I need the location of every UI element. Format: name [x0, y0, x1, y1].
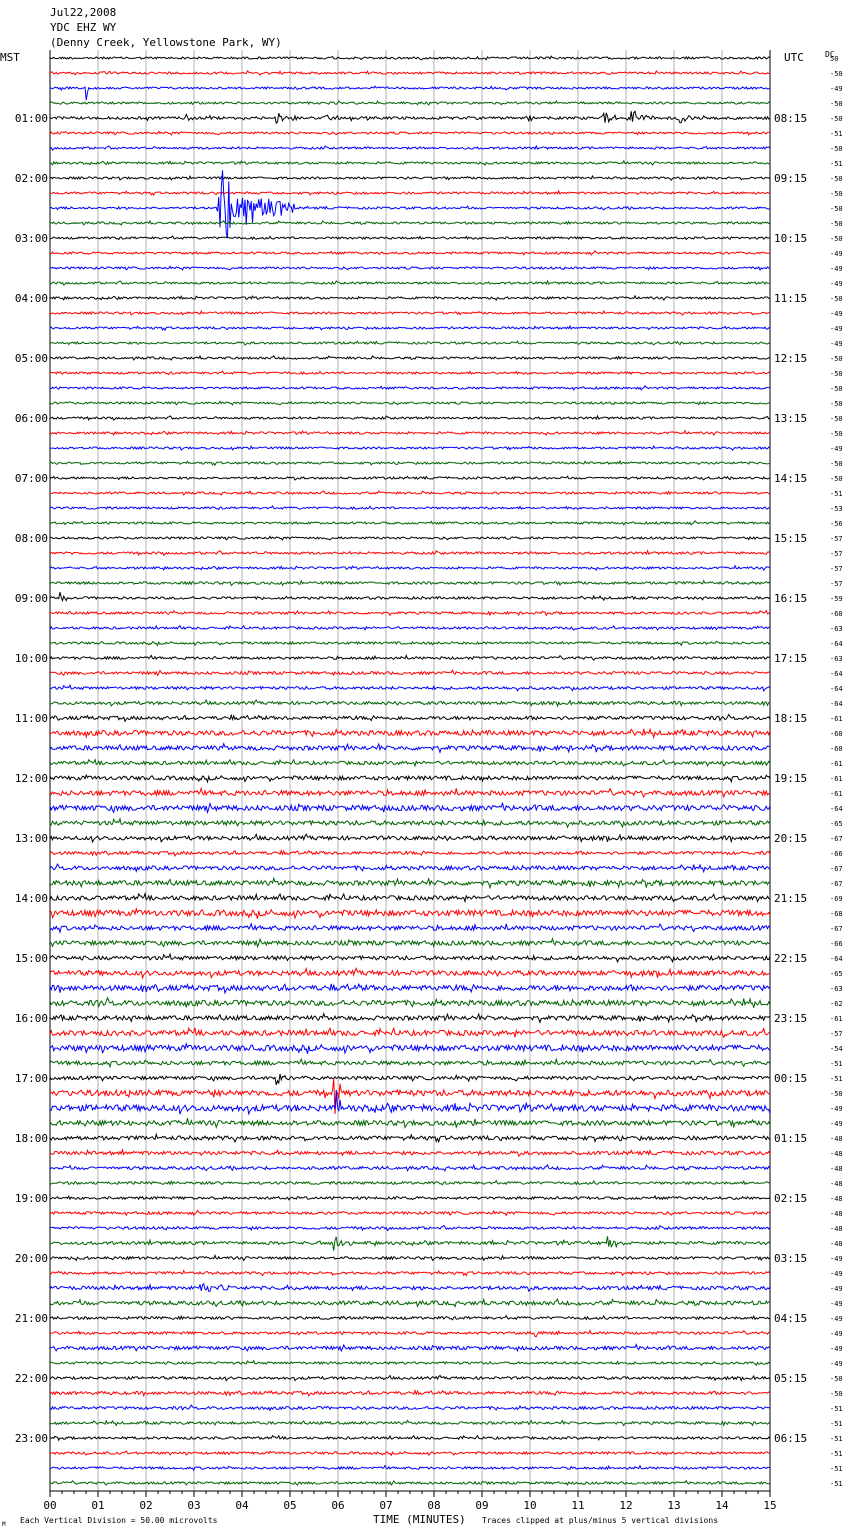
dc-offset-label: -48 — [830, 1210, 843, 1218]
dc-offset-label: -49 — [830, 1300, 843, 1308]
seismic-trace — [50, 1210, 770, 1215]
dc-offset-label: -50 — [830, 145, 843, 153]
dc-offset-label: -50 — [830, 430, 843, 438]
utc-hour-label: 21:15 — [774, 892, 808, 905]
mst-hour-labels — [15, 112, 48, 1445]
dc-offset-label: -61 — [830, 790, 843, 798]
seismic-trace — [50, 71, 770, 75]
utc-hour-label: 00:15 — [774, 1072, 808, 1085]
x-tick-label: 12 — [619, 1499, 633, 1512]
dc-offset-label: -51 — [830, 1405, 843, 1413]
utc-hour-label: 08:15 — [774, 112, 808, 125]
seismic-trace — [50, 536, 770, 540]
seismic-trace — [50, 446, 770, 450]
x-tick-label: 15 — [763, 1499, 777, 1512]
seismic-trace — [50, 431, 770, 435]
dc-offset-label: -64 — [830, 805, 843, 813]
seismic-trace — [50, 1345, 770, 1351]
dc-offset-label: -49 — [830, 1120, 843, 1128]
utc-hour-label: 03:15 — [774, 1252, 808, 1265]
mst-hour-label: 17:00 — [14, 1072, 48, 1085]
seismic-trace — [50, 491, 770, 495]
dc-offset-label: -51 — [830, 1450, 843, 1458]
seismic-trace — [50, 924, 770, 932]
dc-offset-label: -51 — [830, 160, 843, 168]
seismic-trace — [50, 1165, 770, 1171]
mst-hour-label: 16:00 — [14, 1012, 48, 1025]
x-tick-label: 04 — [235, 1499, 249, 1512]
dc-offset-label: -50 — [830, 370, 843, 378]
seismic-trace — [50, 341, 770, 345]
dc-offset-label: -51 — [830, 1075, 843, 1083]
x-tick-label: 10 — [523, 1499, 537, 1512]
dc-offset-label: -57 — [830, 1030, 843, 1038]
seismic-trace — [50, 641, 770, 645]
dc-offset-label: -50 — [830, 1390, 843, 1398]
seismic-trace — [50, 700, 770, 706]
seismic-trace — [50, 1271, 770, 1276]
seismic-trace — [50, 266, 770, 270]
seismic-trace — [50, 1466, 770, 1471]
seismic-trace — [50, 670, 770, 675]
seismic-trace — [50, 685, 770, 691]
dc-offset-label: -53 — [830, 505, 843, 513]
seismic-trace — [50, 416, 770, 420]
seismic-trace — [50, 1330, 770, 1336]
mst-hour-label: 23:00 — [14, 1432, 48, 1445]
dc-offset-label: -50 — [830, 1090, 843, 1098]
seismic-trace — [50, 296, 770, 300]
header-date: Jul22,2008 — [50, 6, 117, 19]
seismic-trace — [50, 626, 770, 630]
clip-note: Traces clipped at plus/minus 5 vertical divisions — [482, 1516, 719, 1525]
x-tick-label: 00 — [43, 1499, 57, 1512]
dc-offset-label: -49 — [830, 1270, 843, 1278]
dc-offset-labels — [830, 55, 843, 1488]
utc-hour-labels — [774, 112, 807, 1445]
mst-hour-label: 22:00 — [14, 1372, 48, 1385]
x-tick-label: 02 — [139, 1499, 153, 1512]
seismic-trace — [50, 939, 770, 947]
x-tick-label: 11 — [571, 1499, 585, 1512]
mst-hour-label: 15:00 — [14, 952, 48, 965]
dc-offset-label: -60 — [830, 730, 843, 738]
dc-offset-label: -57 — [830, 580, 843, 588]
dc-offset-label: -51 — [830, 1060, 843, 1068]
left-axis-title: MST — [0, 51, 20, 64]
dc-offset-label: -61 — [830, 775, 843, 783]
seismic-trace — [50, 760, 770, 766]
dc-offset-label: -65 — [830, 820, 843, 828]
header-station: YDC EHZ WY — [50, 21, 117, 34]
mst-hour-label: 09:00 — [14, 592, 48, 605]
dc-offset-label: -63 — [830, 655, 843, 663]
dc-label: DC — [825, 50, 835, 59]
seismic-trace — [50, 191, 770, 195]
mst-hour-label: 08:00 — [14, 532, 48, 545]
dc-offset-label: -50 — [830, 70, 843, 78]
utc-hour-label: 11:15 — [774, 292, 808, 305]
seismic-trace — [50, 744, 770, 753]
utc-hour-label: 10:15 — [774, 232, 808, 245]
dc-offset-label: -64 — [830, 700, 843, 708]
dc-offset-label: -50 — [830, 190, 843, 198]
mst-hour-label: 06:00 — [14, 412, 48, 425]
seismic-trace — [50, 476, 770, 480]
seismic-trace — [50, 386, 770, 390]
dc-offset-label: -66 — [830, 940, 843, 948]
utc-hour-label: 06:15 — [774, 1432, 808, 1445]
utc-hour-label: 20:15 — [774, 832, 808, 845]
seismic-trace — [50, 461, 770, 465]
dc-offset-label: -50 — [830, 205, 843, 213]
mst-hour-label: 07:00 — [14, 472, 48, 485]
utc-hour-label: 14:15 — [774, 472, 808, 485]
seismic-trace — [50, 998, 770, 1008]
dc-offset-label: -48 — [830, 1165, 843, 1173]
x-axis-title: TIME (MINUTES) — [373, 1513, 466, 1526]
dc-offset-label: -60 — [830, 745, 843, 753]
dc-offset-label: -56 — [830, 520, 843, 528]
seismic-trace — [50, 401, 770, 405]
seismic-trace — [50, 521, 770, 525]
dc-offset-label: -67 — [830, 865, 843, 873]
dc-offset-label: -57 — [830, 550, 843, 558]
dc-offset-label: -61 — [830, 760, 843, 768]
seismic-trace — [50, 1074, 770, 1085]
seismic-trace — [50, 326, 770, 330]
seismic-trace — [50, 176, 770, 180]
seismic-trace — [50, 1316, 770, 1320]
mst-hour-label: 03:00 — [14, 232, 48, 245]
seismic-trace — [50, 1420, 770, 1425]
dc-offset-label: -50 — [830, 460, 843, 468]
dc-offset-label: -62 — [830, 1000, 843, 1008]
dc-offset-label: -51 — [830, 1480, 843, 1488]
dc-offset-label: -50 — [830, 385, 843, 393]
dc-offset-label: -49 — [830, 85, 843, 93]
dc-offset-label: -64 — [830, 685, 843, 693]
mst-hour-label: 01:00 — [14, 112, 48, 125]
seismic-trace — [50, 909, 770, 919]
header-location: (Denny Creek, Yellowstone Park, WY) — [50, 36, 282, 49]
seismic-trace — [50, 1436, 770, 1441]
x-tick-label: 03 — [187, 1499, 201, 1512]
dc-offset-label: -68 — [830, 910, 843, 918]
dc-offset-label: -49 — [830, 1105, 843, 1113]
dc-offset-label: -49 — [830, 1360, 843, 1368]
dc-offset-label: -69 — [830, 895, 843, 903]
dc-offset-label: -48 — [830, 1180, 843, 1188]
dc-offset-label: -48 — [830, 1195, 843, 1203]
dc-offset-label: -64 — [830, 640, 843, 648]
seismic-trace — [50, 1181, 770, 1185]
seismic-trace — [50, 851, 770, 856]
seismic-trace — [50, 954, 770, 962]
dc-offset-label: -50 — [830, 415, 843, 423]
seismic-trace — [50, 819, 770, 828]
mst-hour-label: 14:00 — [14, 892, 48, 905]
seismic-trace — [50, 1405, 770, 1410]
seismic-trace — [50, 1255, 770, 1260]
seismic-trace — [50, 1134, 770, 1142]
x-tick-label: 05 — [283, 1499, 297, 1512]
seismic-trace — [50, 1391, 770, 1396]
mst-hour-label: 20:00 — [14, 1252, 48, 1265]
dc-offset-label: -67 — [830, 880, 843, 888]
seismic-trace — [50, 775, 770, 782]
dc-offset-label: -65 — [830, 970, 843, 978]
right-axis-title: UTC — [784, 51, 804, 64]
seismic-trace — [50, 281, 770, 285]
seismic-trace — [50, 251, 770, 255]
seismic-trace — [50, 1361, 770, 1366]
seismic-trace — [50, 968, 770, 978]
dc-offset-label: -49 — [830, 325, 843, 333]
dc-offset-label: -51 — [830, 1435, 843, 1443]
utc-hour-label: 12:15 — [774, 352, 808, 365]
seismic-trace — [50, 221, 770, 225]
seismic-trace — [50, 834, 770, 842]
utc-hour-label: 05:15 — [774, 1372, 808, 1385]
dc-offset-label: -50 — [830, 400, 843, 408]
utc-hour-label: 09:15 — [774, 172, 808, 185]
dc-offset-label: -50 — [830, 115, 843, 123]
seismic-trace — [50, 111, 770, 123]
x-tick-label: 08 — [427, 1499, 441, 1512]
utc-hour-label: 22:15 — [774, 952, 808, 965]
seismic-trace — [50, 729, 770, 738]
seismic-trace — [50, 161, 770, 165]
dc-offset-label: -61 — [830, 715, 843, 723]
mst-hour-label: 05:00 — [14, 352, 48, 365]
seismic-trace — [50, 1299, 770, 1307]
mst-hour-label: 12:00 — [14, 772, 48, 785]
seismic-trace — [50, 715, 770, 722]
utc-hour-label: 02:15 — [774, 1192, 808, 1205]
dc-offset-label: -49 — [830, 1330, 843, 1338]
seismic-trace — [50, 655, 770, 660]
mst-hour-label: 13:00 — [14, 832, 48, 845]
dc-offset-label: -51 — [830, 1420, 843, 1428]
x-axis — [43, 1491, 776, 1512]
dc-offset-label: -49 — [830, 1255, 843, 1263]
seismic-trace — [50, 1059, 770, 1067]
utc-hour-label: 04:15 — [774, 1312, 808, 1325]
dc-offset-label: -67 — [830, 925, 843, 933]
x-tick-label: 09 — [475, 1499, 489, 1512]
dc-offset-label: -57 — [830, 565, 843, 573]
seismic-trace — [50, 1196, 770, 1200]
dc-offset-label: -54 — [830, 1045, 843, 1053]
utc-hour-label: 15:15 — [774, 532, 808, 545]
seismic-trace — [50, 984, 770, 993]
dc-offset-label: -49 — [830, 280, 843, 288]
dc-offset-label: -51 — [830, 130, 843, 138]
dc-offset-label: -51 — [830, 1465, 843, 1473]
x-tick-label: 14 — [715, 1499, 729, 1512]
seismic-trace — [50, 581, 770, 586]
seismic-trace — [50, 803, 770, 813]
seismic-trace — [50, 1118, 770, 1127]
dc-offset-label: -50 — [830, 295, 843, 303]
dc-offset-label: -48 — [830, 1135, 843, 1143]
dc-offset-label: -50 — [830, 475, 843, 483]
seismic-trace — [50, 1236, 770, 1250]
seismic-trace — [50, 1028, 770, 1037]
seismic-trace — [50, 1451, 770, 1455]
seismic-trace — [50, 1481, 770, 1485]
seismic-trace — [50, 788, 770, 797]
seismic-trace — [50, 101, 770, 105]
dc-offset-label: -50 — [830, 175, 843, 183]
dc-offset-label: -50 — [830, 100, 843, 108]
seismic-trace — [50, 311, 770, 315]
mst-hour-label: 02:00 — [14, 172, 48, 185]
dc-offset-label: -49 — [830, 265, 843, 273]
mst-hour-label: 11:00 — [14, 712, 48, 725]
dc-offset-label: -51 — [830, 490, 843, 498]
seismic-trace — [50, 170, 770, 238]
dc-offset-label: -48 — [830, 1225, 843, 1233]
seismic-trace — [50, 146, 770, 150]
corner-mark: M — [2, 1521, 6, 1528]
utc-hour-label: 19:15 — [774, 772, 808, 785]
x-tick-label: 07 — [379, 1499, 393, 1512]
seismic-trace — [50, 592, 770, 601]
dc-offset-label: -50 — [830, 235, 843, 243]
dc-offset-label: -67 — [830, 835, 843, 843]
seismic-trace — [50, 1044, 770, 1054]
dc-offset-label: -66 — [830, 850, 843, 858]
seismic-trace — [50, 1375, 770, 1380]
utc-hour-label: 16:15 — [774, 592, 808, 605]
seismic-trace — [50, 236, 770, 239]
dc-offset-label: -61 — [830, 1015, 843, 1023]
utc-hour-label: 23:15 — [774, 1012, 808, 1025]
seismic-trace — [50, 566, 770, 570]
dc-offset-label: -49 — [830, 1345, 843, 1353]
dc-offset-label: -49 — [830, 340, 843, 348]
dc-offset-label: -60 — [830, 610, 843, 618]
mst-hour-label: 10:00 — [14, 652, 48, 665]
seismic-trace — [50, 878, 770, 887]
seismic-trace — [50, 1150, 770, 1156]
dc-offset-label: -49 — [830, 445, 843, 453]
x-tick-label: 13 — [667, 1499, 681, 1512]
seismic-trace — [50, 611, 770, 616]
dc-offset-label: 50 — [830, 55, 839, 63]
dc-offset-label: -48 — [830, 1150, 843, 1158]
dc-offset-label: -63 — [830, 625, 843, 633]
seismic-trace — [50, 506, 770, 509]
x-tick-label: 01 — [91, 1499, 105, 1512]
dc-offset-label: -64 — [830, 955, 843, 963]
mst-hour-label: 19:00 — [14, 1192, 48, 1205]
dc-offset-label: -50 — [830, 355, 843, 363]
seismic-trace — [50, 1284, 770, 1292]
trace-group — [50, 56, 770, 1485]
seismic-trace — [50, 551, 770, 556]
dc-offset-label: -49 — [830, 1315, 843, 1323]
seismic-trace — [50, 356, 770, 360]
dc-offset-label: -50 — [830, 220, 843, 228]
grid-lines — [50, 50, 770, 1491]
mst-hour-label: 21:00 — [14, 1312, 48, 1325]
utc-hour-label: 18:15 — [774, 712, 808, 725]
dc-offset-label: -49 — [830, 310, 843, 318]
seismic-trace — [50, 86, 770, 100]
scale-note: Each Vertical Division = 50.00 microvolts — [20, 1516, 218, 1525]
seismic-trace — [50, 1014, 770, 1023]
dc-offset-label: -63 — [830, 985, 843, 993]
dc-offset-label: -49 — [830, 250, 843, 258]
dc-offset-label: -50 — [830, 1375, 843, 1383]
seismic-trace — [50, 56, 770, 60]
seismic-trace — [50, 894, 770, 902]
mst-hour-label: 18:00 — [14, 1132, 48, 1145]
utc-hour-label: 13:15 — [774, 412, 808, 425]
dc-offset-label: -59 — [830, 595, 843, 603]
mst-hour-label: 04:00 — [14, 292, 48, 305]
x-tick-label: 06 — [331, 1499, 345, 1512]
dc-offset-label: -57 — [830, 535, 843, 543]
seismic-trace — [50, 1225, 770, 1230]
seismic-trace — [50, 864, 770, 872]
dc-offset-label: -64 — [830, 670, 843, 678]
utc-hour-label: 01:15 — [774, 1132, 808, 1145]
seismic-trace — [50, 131, 770, 135]
utc-hour-label: 17:15 — [774, 652, 808, 665]
dc-offset-label: -49 — [830, 1285, 843, 1293]
seismic-trace — [50, 371, 770, 374]
dc-offset-label: -48 — [830, 1240, 843, 1248]
